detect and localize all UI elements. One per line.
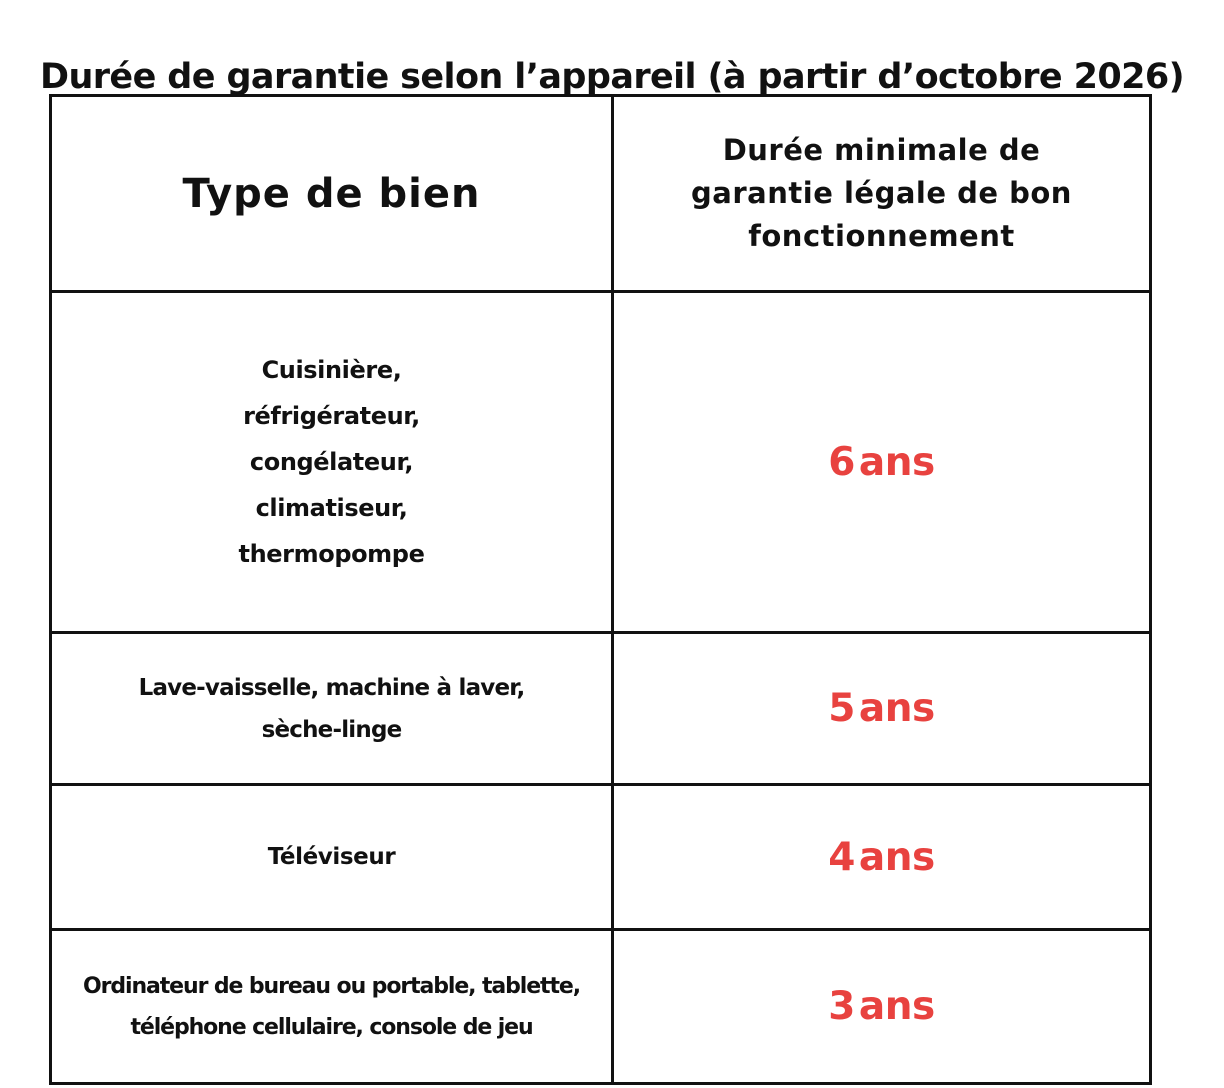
duration-cell: [613, 930, 1151, 1084]
table-row: [51, 292, 1151, 633]
duration-unit: ans: [858, 686, 935, 731]
goods-line: congélateur,: [249, 448, 414, 476]
table-row: [51, 785, 1151, 930]
goods-type-cell: [51, 785, 613, 930]
duration-number: 6: [828, 439, 855, 485]
table-row: [51, 633, 1151, 785]
column-header-goods-type: Type de bien: [51, 96, 613, 292]
table-header-row: [51, 96, 1151, 292]
goods-type-cell: [51, 633, 613, 785]
goods-line: climatiseur,: [255, 494, 408, 522]
column-header-minimum-duration: [613, 96, 1151, 292]
duration-number: 4: [828, 834, 855, 880]
table-row: [51, 930, 1151, 1084]
duration-unit: ans: [858, 834, 935, 880]
goods-line: Lave-vaisselle, machine à laver,: [138, 674, 525, 701]
goods-line: thermopompe: [238, 540, 425, 568]
goods-type-cell: [51, 292, 613, 633]
duration-unit: ans: [858, 984, 935, 1029]
column-header-line: garantie légale de bon: [691, 176, 1072, 210]
goods-line: téléphone cellulaire, console de jeu: [130, 1014, 533, 1040]
goods-line: Ordinateur de bureau ou portable, tablette,: [83, 973, 580, 999]
goods-type-cell: [51, 930, 613, 1084]
goods-line: Cuisinière,: [261, 356, 402, 384]
column-header-line: Durée minimale de: [722, 133, 1041, 167]
warranty-duration-table: [49, 94, 1152, 1085]
column-header-line: fonctionnement: [748, 219, 1015, 253]
goods-line: sèche-linge: [261, 716, 402, 743]
goods-line: Téléviseur: [267, 844, 396, 870]
duration-cell: [613, 785, 1151, 930]
duration-unit: ans: [858, 439, 935, 485]
page-title: Durée de garantie selon l’appareil (à partir d’octobre 2026): [40, 57, 1184, 98]
duration-cell: [613, 633, 1151, 785]
duration-number: 5: [828, 686, 855, 731]
goods-line: réfrigérateur,: [243, 402, 420, 430]
duration-cell: [613, 292, 1151, 633]
duration-number: 3: [828, 984, 855, 1029]
